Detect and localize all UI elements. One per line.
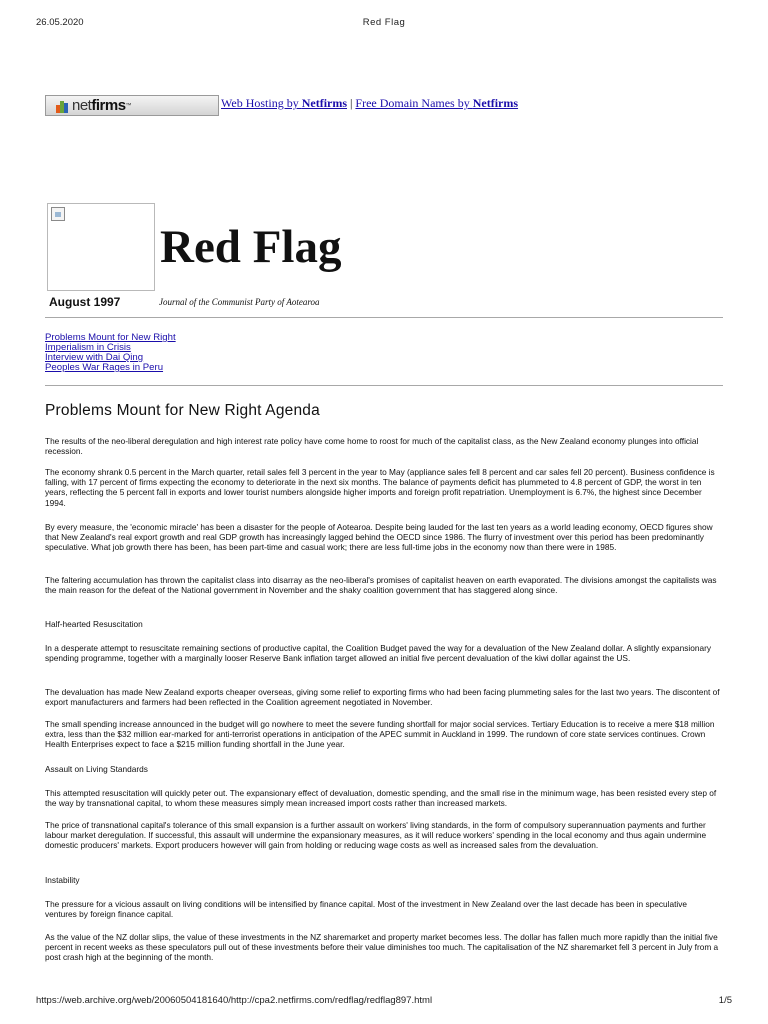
journal-subtitle: Journal of the Communist Party of Aotearoa — [159, 297, 320, 307]
print-footer — [0, 995, 768, 1009]
logo-tm: ™ — [125, 102, 132, 109]
issue-date: August 1997 — [49, 295, 121, 309]
paragraph: This attempted resuscitation will quickly peter out. The expansionary effect of devaluation, domestic spending, and the small rise in the minimum wage, has been resisted every step of the way by transnational capital, to whom these measures simply mean increased import costs rather than increased markets. — [45, 788, 717, 809]
paragraph: The small spending increase announced in the budget will go nowhere to meet the severe funding shortfall for major social services. Tertiary Education is to receive a mere $18 million extra, less than the $32 million ear-marked for anti-terrorist operations in anticipation of the APEC summit in Auckland in 1999. The rundown of core state services continues. Crown Health Enterprises expect to face a $215 million funding shortfall in the June year. — [45, 719, 715, 750]
table-of-contents — [45, 333, 176, 373]
section-heading: Assault on Living Standards — [45, 764, 148, 774]
paragraph: By every measure, the 'economic miracle' has been a disaster for the people of Aotearoa. Despite being lauded for the last ten years as a world leading economy, OECD figures show that New Zealand's real export growth and real GDP growth has increasingly lagged behind the OECD since 1986. The flurry of investment over this period has been predominantly speculative. What job growth there has been, has been part-time and casual work; there are less full-time jobs in the economy now than there were in 1985. — [45, 522, 713, 553]
toc-link-imperialism[interactable]: Imperialism in Crisis — [45, 342, 131, 353]
masthead-image-placeholder — [47, 203, 155, 291]
netfirms-logo[interactable] — [45, 95, 219, 116]
divider-bottom — [45, 385, 723, 386]
print-page-title: Red Flag — [362, 17, 406, 28]
paragraph: In a desperate attempt to resuscitate remaining sections of productive capital, the Coalition Budget paved the way for a devaluation of the New Zealand dollar. A slightly expansionary spending programme, together with a marginally looser Reserve Bank inflation target allowed an initial five percent devaluation of the kiwi dollar against the US. — [45, 643, 711, 664]
logo-net-text: net — [72, 97, 92, 114]
web-hosting-link-text: Web Hosting by — [221, 96, 302, 110]
print-header — [0, 17, 768, 31]
toc-link-problems-mount[interactable]: Problems Mount for New Right — [45, 332, 176, 343]
free-domain-link[interactable] — [355, 96, 518, 110]
netfirms-banner — [45, 95, 518, 117]
print-date: 26.05.2020 — [36, 17, 84, 28]
print-url: https://web.archive.org/web/20060504181640/http://cpa2.netfirms.com/redflag/redflag897.html — [36, 995, 433, 1006]
masthead-title: Red Flag — [160, 221, 342, 273]
paragraph: The devaluation has made New Zealand exports cheaper overseas, giving some relief to exporting firms who had been facing plummeting sales for the last two years. The discontent of export manufacturers and farmers had been reflected in the Coalition agreement negotiated in November. — [45, 687, 720, 708]
banner-links — [221, 95, 518, 111]
toc-link-interview-dai-qing[interactable]: Interview with Dai Qing — [45, 352, 144, 363]
free-domain-link-text: Free Domain Names by — [355, 96, 473, 110]
toc-link-peoples-war-peru[interactable]: Peoples War Rages in Peru — [45, 362, 164, 373]
section-heading: Instability — [45, 875, 80, 885]
logo-firms-text: firms — [91, 97, 126, 114]
print-page-number: 1/5 — [718, 995, 732, 1006]
paragraph: The economy shrank 0.5 percent in the March quarter, retail sales fell 3 percent in the year to May (appliance sales fell 8 percent and car sales fell 20 percent). Business confidence is falling, with 17 percent of firms expecting the economy to deteriorate in the next six months. The balance of payments deficit has plummeted to 4.8 percent of GDP, the worst in ten years, reflecting the 5 percent fall in exports and lower tourist numbers alongside higher imports and foreign profit repatriation. Unemployment is 6.7%, the highest since December 1994. — [45, 467, 715, 508]
divider-top — [45, 317, 723, 318]
article-title: Problems Mount for New Right Agenda — [45, 402, 320, 419]
paragraph: The pressure for a vicious assault on living conditions will be intensified by finance capital. Most of the investment in New Zealand over the last decade has been in speculative ventures by foreign finance capital. — [45, 899, 687, 920]
paragraph: The results of the neo-liberal deregulation and high interest rate policy have come home to roost for much of the capitalist class, as the New Zealand economy plunges into official recession. — [45, 436, 699, 457]
netfirms-mark-icon — [56, 99, 70, 113]
banner-separator: | — [347, 96, 356, 110]
paragraph: The faltering accumulation has thrown the capitalist class into disarray as the neo-liberal's promises of capitalist heaven on earth evaporated. The divisions amongst the capitalists was the main reason for the defeat of the National government in November and the shaky coalition government that has staggered along since. — [45, 575, 717, 596]
broken-image-icon — [51, 207, 65, 221]
free-domain-link-brand: Netfirms — [472, 96, 519, 110]
web-hosting-link[interactable] — [221, 96, 347, 110]
web-hosting-link-brand: Netfirms — [301, 96, 348, 110]
paragraph: The price of transnational capital's tolerance of this small expansion is a further assault on workers' living standards, in the form of compulsory superannuation payments and further labour market deregulation. If successful, this assault will undermine the expansionary measures, as it will reduce workers' spending in the local economy and thus again undermine domestic producers' markets. Export producers however will gain from holding or reducing wage costs as well as increased sales from the devaluation. — [45, 820, 707, 851]
section-heading: Half-hearted Resuscitation — [45, 619, 143, 629]
paragraph: As the value of the NZ dollar slips, the value of these investments in the NZ sharemarket and property market becomes less. The dollar has fallen much more rapidly than the initial five percent in recent weeks as these speculators pull out of these investments before their value diminishes too much. The capitalisation of the NZ sharemarket fell 3 percent in July from a post crash high at the beginning of the month. — [45, 932, 719, 963]
